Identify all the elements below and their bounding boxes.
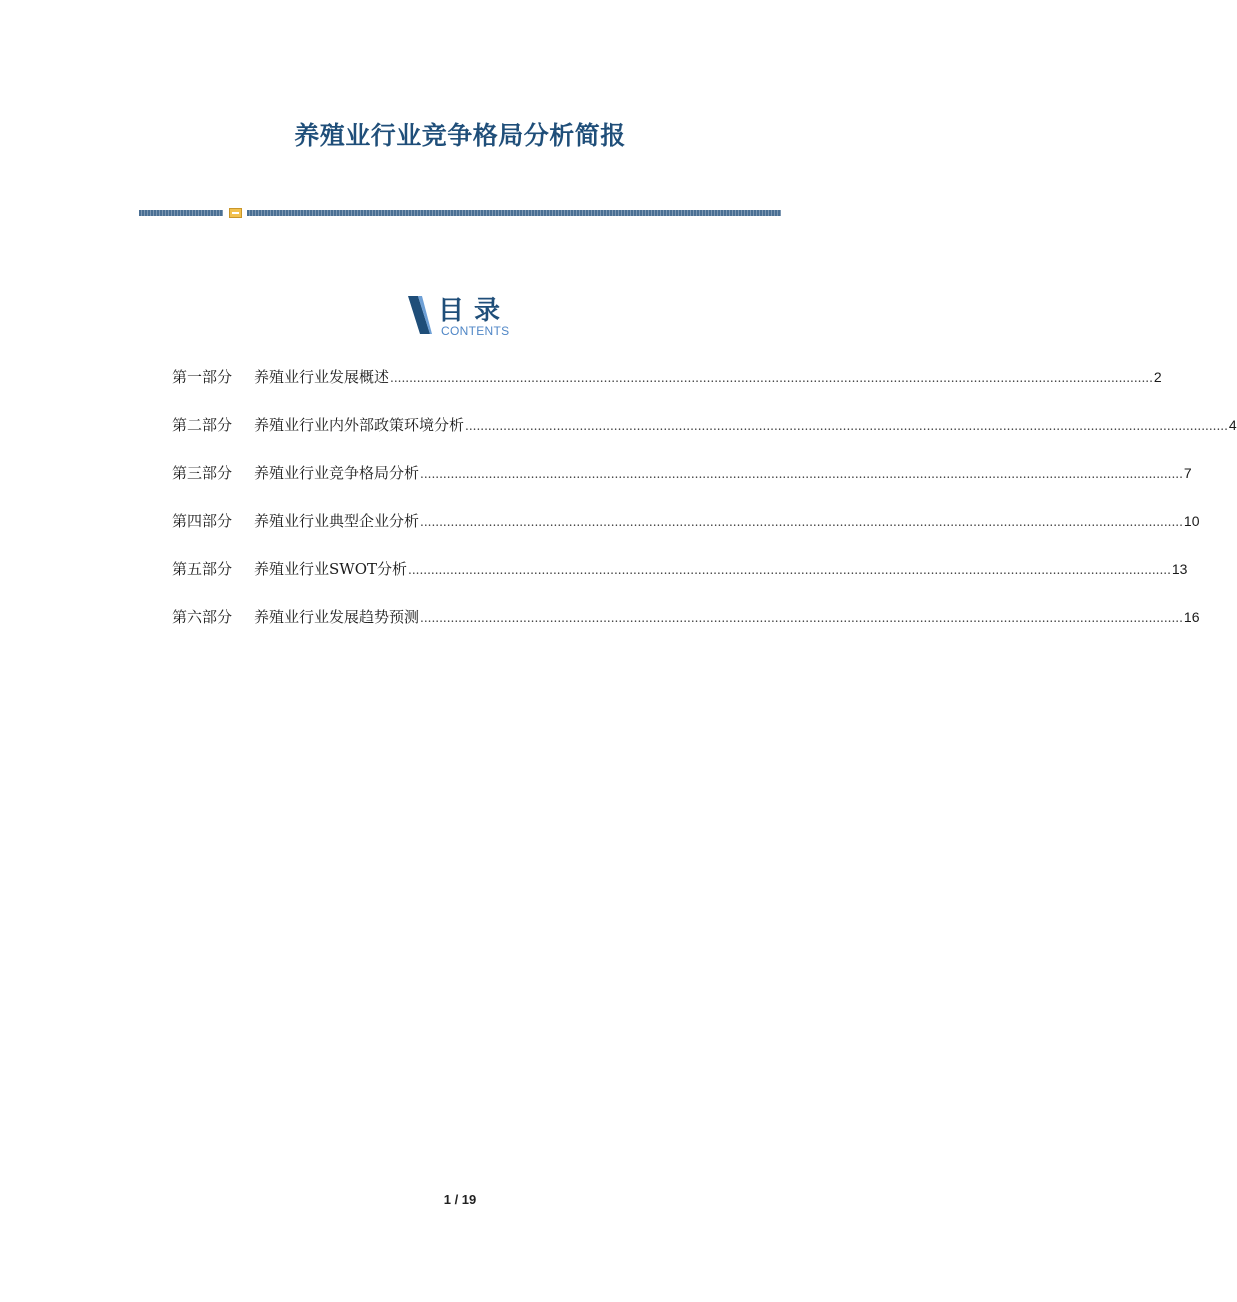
header-divider [139, 208, 781, 218]
toc-item-4[interactable] [172, 510, 1200, 558]
divider-bar-left [139, 210, 223, 216]
toc-item-part: 第三部分 [172, 464, 233, 482]
toc-item-title: 养殖业行业发展概述 [254, 368, 390, 386]
toc-leader-dots: ........................................................................................................................................................................................................ [420, 611, 1183, 625]
divider-bar-right [247, 210, 781, 216]
toc-item-page: 4 [1228, 417, 1237, 433]
toc-leader-dots: ........................................................................................................................................................................................................ [420, 467, 1183, 481]
toc-item-title: 养殖业行业典型企业分析 [254, 512, 420, 530]
toc-item-part: 第六部分 [172, 608, 233, 626]
toc-item-title: 养殖业行业竞争格局分析 [254, 464, 420, 482]
toc-item-part: 第二部分 [172, 416, 233, 434]
toc-item-part: 第四部分 [172, 512, 233, 530]
toc-item-title: 养殖业行业内外部政策环境分析 [254, 416, 465, 434]
toc-leader-dots: ........................................................................................................................................................................................................ [390, 371, 1153, 385]
toc-item-page: 13 [1171, 561, 1188, 577]
toc-item-6[interactable] [172, 606, 1200, 654]
divider-badge-icon [229, 208, 242, 218]
toc-item-5[interactable] [172, 558, 1188, 606]
toc-item-2[interactable] [172, 414, 1237, 462]
toc-slash-icon [406, 294, 432, 336]
toc-item-page: 16 [1183, 609, 1200, 625]
page-indicator: 1 / 19 [443, 1192, 477, 1207]
toc-item-1[interactable] [172, 366, 1162, 414]
toc-item-3[interactable] [172, 462, 1192, 510]
toc-leader-dots: ........................................................................................................................................................................................................ [408, 563, 1171, 577]
toc-heading: 目录 [438, 296, 511, 326]
table-of-contents [172, 366, 1237, 654]
toc-item-page: 2 [1153, 369, 1162, 385]
toc-subheading: CONTENTS [441, 324, 510, 338]
toc-item-title: 养殖业行业SWOT分析 [254, 560, 407, 578]
document-title: 养殖业行业竞争格局分析简报 [294, 121, 626, 150]
toc-item-part: 第五部分 [172, 560, 233, 578]
toc-item-part: 第一部分 [172, 368, 233, 386]
toc-leader-dots: ........................................................................................................................................................................................................ [420, 515, 1183, 529]
toc-item-title: 养殖业行业发展趋势预测 [254, 608, 420, 626]
toc-leader-dots: ........................................................................................................................................................................................................ [465, 419, 1228, 433]
toc-item-page: 10 [1183, 513, 1200, 529]
toc-item-page: 7 [1183, 465, 1192, 481]
toc-logo [406, 294, 526, 340]
